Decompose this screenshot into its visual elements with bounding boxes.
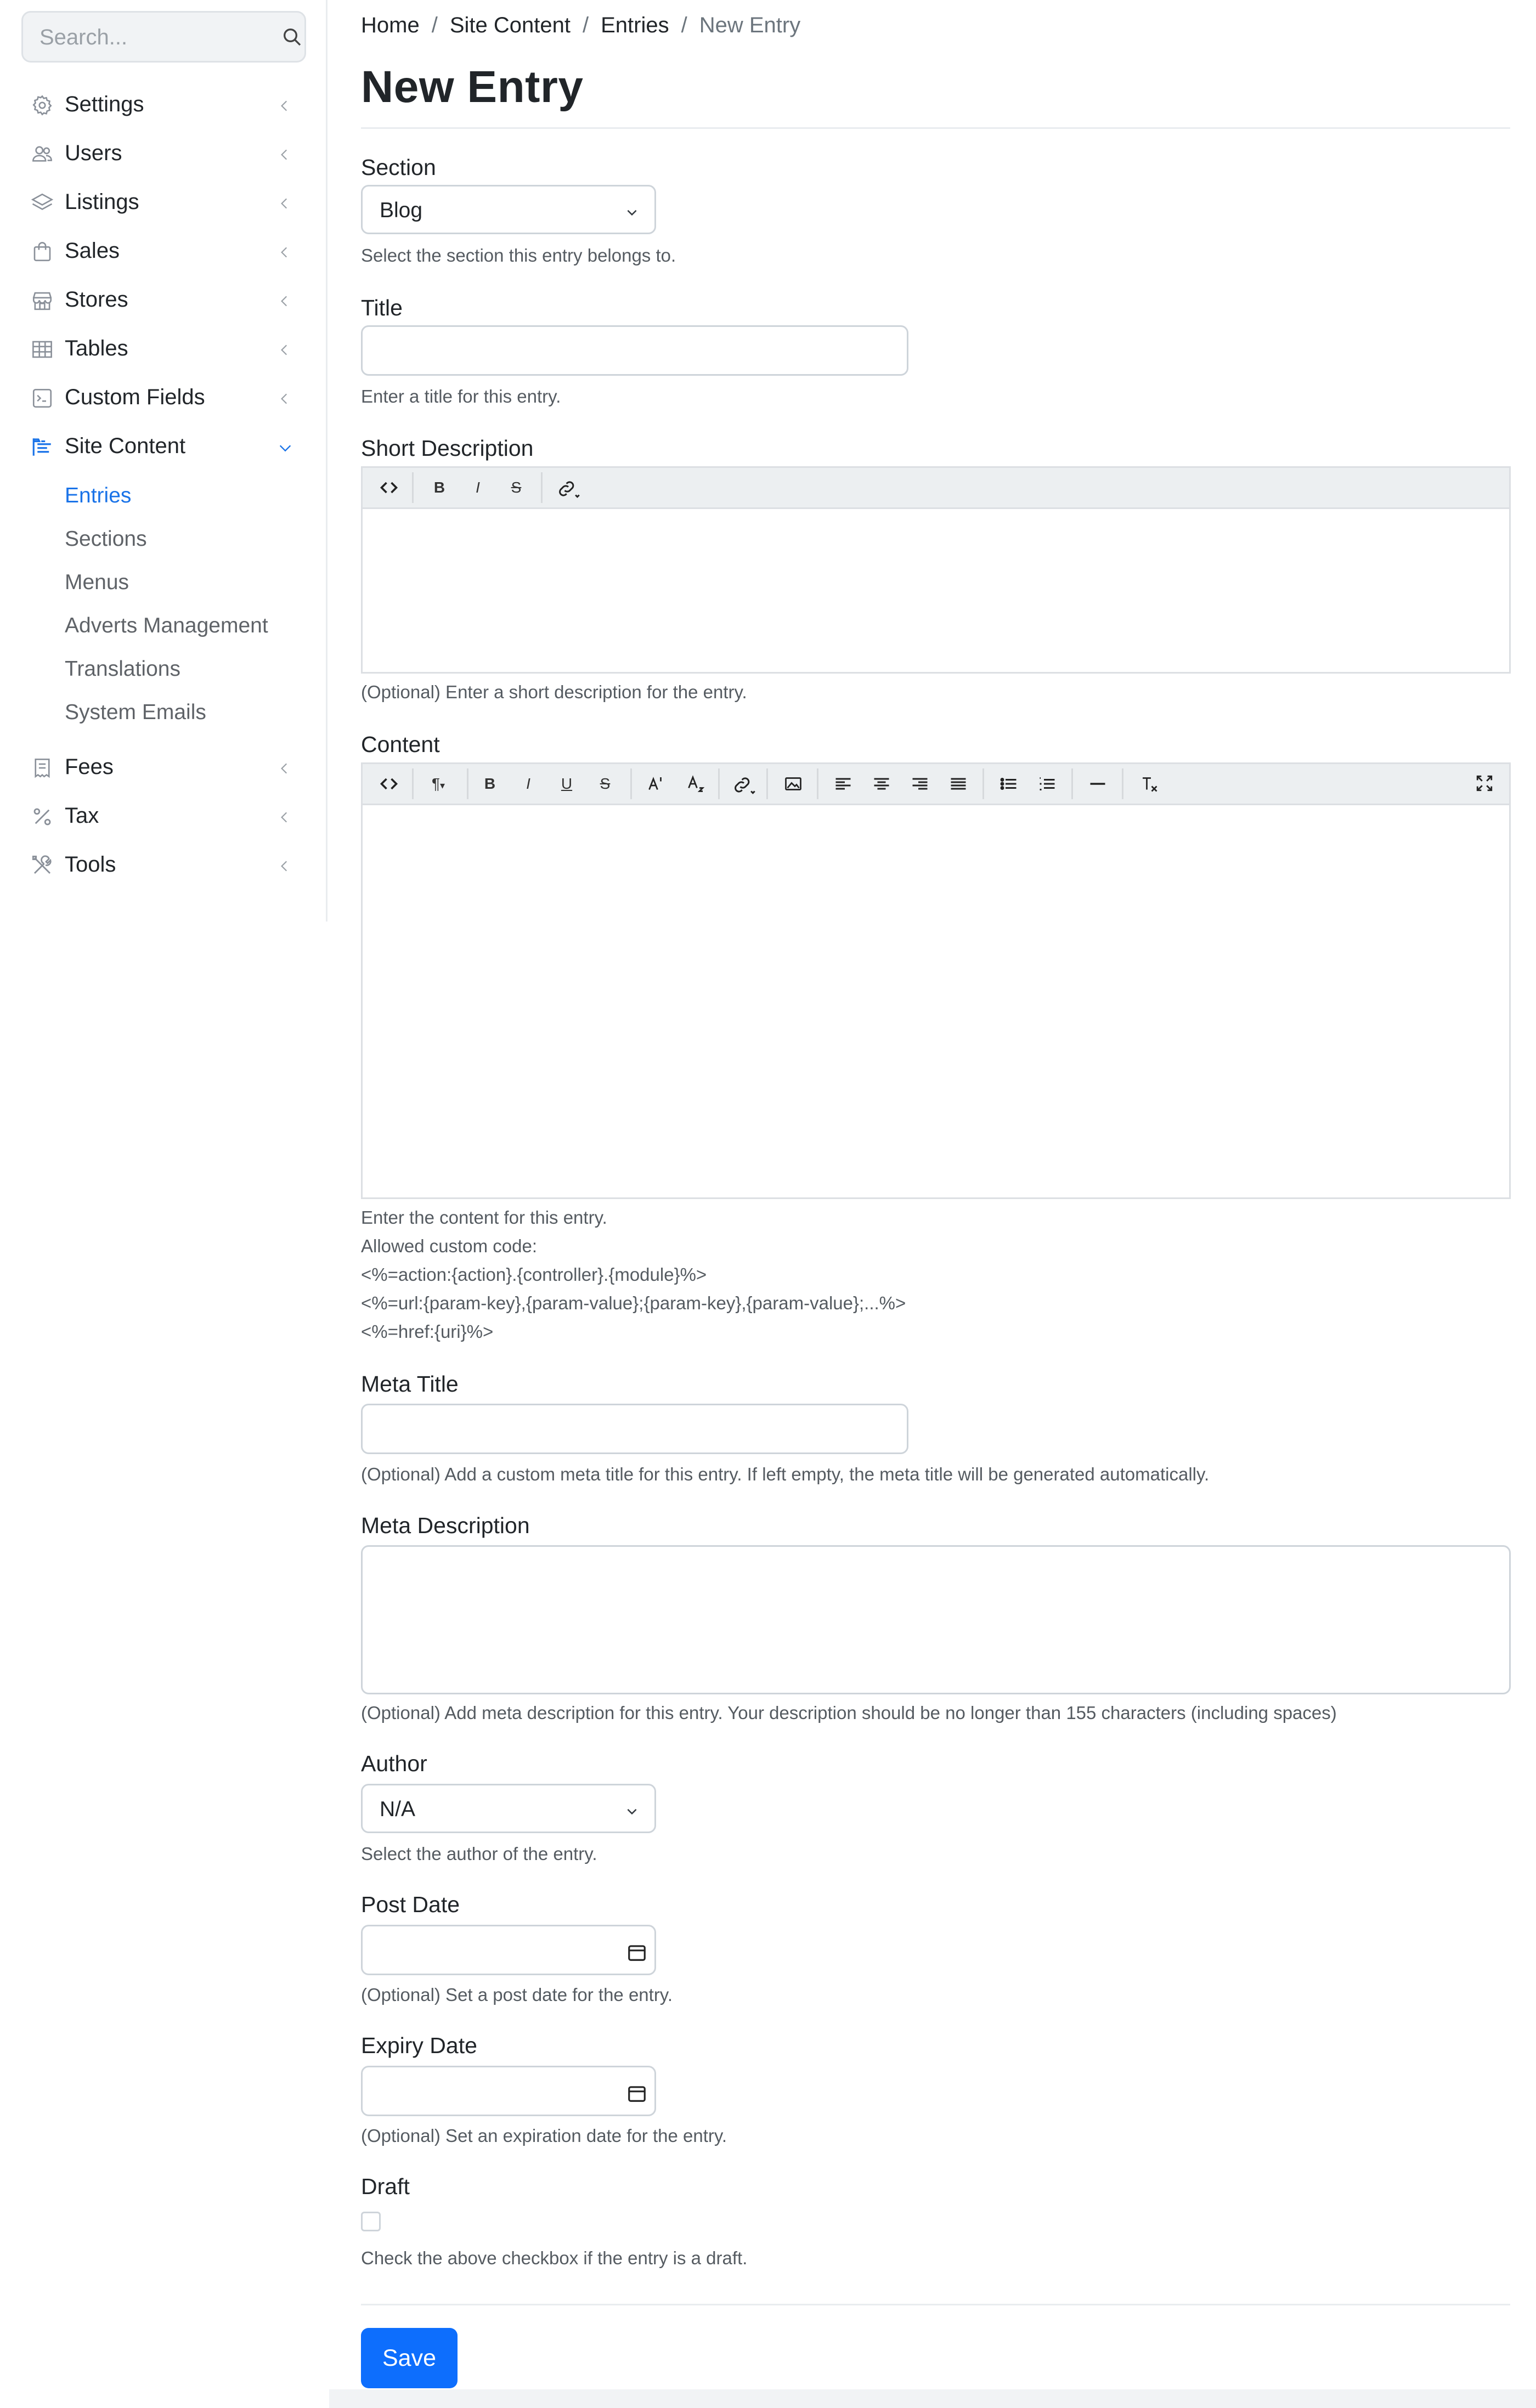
fullscreen-icon[interactable] xyxy=(1475,774,1494,793)
title-divider xyxy=(361,127,1510,129)
sidebar-subitem-menus[interactable]: Menus xyxy=(65,570,129,594)
terminal-icon xyxy=(31,387,54,410)
numbered-list-icon[interactable] xyxy=(1037,774,1057,794)
align-justify-icon[interactable] xyxy=(948,774,968,794)
bold-button[interactable]: B xyxy=(484,775,496,792)
chevron-left-icon xyxy=(278,810,292,824)
sidebar-item-label: Stores xyxy=(65,287,128,312)
content-help-code: <%=href:{uri}%> xyxy=(361,1321,494,1342)
tools-icon xyxy=(31,854,54,877)
author-label: Author xyxy=(361,1751,427,1776)
draft-label: Draft xyxy=(361,2174,410,2199)
sidebar-item-label: Site Content xyxy=(65,434,186,458)
chevron-left-icon xyxy=(278,99,292,113)
chevron-left-icon xyxy=(278,343,292,357)
align-right-icon[interactable] xyxy=(910,774,930,794)
sidebar-subitem-sections[interactable]: Sections xyxy=(65,527,147,551)
underline-button[interactable]: U xyxy=(561,775,573,792)
sidebar-subitem-system-emails[interactable]: System Emails xyxy=(65,700,206,724)
users-icon xyxy=(31,143,54,166)
save-button[interactable]: Save xyxy=(361,2328,458,2388)
subscript-icon[interactable] xyxy=(685,774,707,794)
chevron-left-icon xyxy=(278,196,292,211)
horizontal-rule-icon[interactable] xyxy=(1088,774,1108,794)
sidebar-item-label: Users xyxy=(65,141,122,165)
breadcrumb-home[interactable]: Home xyxy=(361,13,420,37)
toolbar-separator xyxy=(1122,768,1123,799)
page-footer xyxy=(329,2389,1536,2408)
search-box xyxy=(21,11,306,63)
breadcrumb-entries[interactable]: Entries xyxy=(601,13,669,37)
breadcrumb-separator: / xyxy=(431,13,438,37)
calendar-icon[interactable] xyxy=(626,1942,648,1963)
post-date-input[interactable] xyxy=(361,1925,656,1975)
short-description-toolbar xyxy=(363,468,1509,509)
author-select-value: N/A xyxy=(380,1797,416,1821)
clear-formatting-icon[interactable] xyxy=(1138,774,1160,794)
author-select[interactable] xyxy=(361,1784,656,1833)
content-toolbar xyxy=(363,764,1509,805)
meta-description-label: Meta Description xyxy=(361,1513,530,1538)
sidebar-item-label: Settings xyxy=(65,92,144,116)
sidebar-item-label: Fees xyxy=(65,755,114,779)
post-date-label: Post Date xyxy=(361,1892,460,1917)
chevron-down-icon xyxy=(625,1804,639,1818)
toolbar-separator xyxy=(982,768,984,799)
section-select-value: Blog xyxy=(380,199,423,222)
chevron-left-icon xyxy=(278,761,292,776)
expiry-date-help: (Optional) Set an expiration date for the entry. xyxy=(361,2126,727,2146)
title-help: Enter a title for this entry. xyxy=(361,386,561,406)
chevron-down-icon xyxy=(625,205,639,219)
expiry-date-input[interactable] xyxy=(361,2066,656,2116)
sidebar-item-label: Tables xyxy=(65,336,128,360)
meta-description-textarea[interactable] xyxy=(361,1545,1511,1694)
table-icon xyxy=(31,338,54,361)
section-help: Select the section this entry belongs to. xyxy=(361,245,676,265)
sidebar-item-tax[interactable] xyxy=(31,798,305,836)
chevron-left-icon xyxy=(278,294,292,308)
sidebar-item-listings[interactable] xyxy=(31,184,305,223)
short-description-help: (Optional) Enter a short description for the entry. xyxy=(361,682,747,702)
layers-icon xyxy=(31,191,54,214)
bulleted-list-icon[interactable] xyxy=(999,774,1019,794)
paragraph-format-button[interactable] xyxy=(428,773,448,795)
section-select[interactable] xyxy=(361,185,656,234)
percent-icon xyxy=(31,805,54,828)
chevron-left-icon xyxy=(278,392,292,406)
sidebar-item-sales[interactable] xyxy=(31,233,305,272)
sidebar-subitem-adverts-management[interactable]: Adverts Management xyxy=(65,614,268,637)
chevron-left-icon xyxy=(278,148,292,162)
toolbar-separator xyxy=(817,768,818,799)
gear-icon xyxy=(31,94,54,117)
sidebar-item-site-content[interactable] xyxy=(31,428,305,467)
sidebar-item-fees[interactable] xyxy=(31,749,305,788)
breadcrumb-current: New Entry xyxy=(699,13,801,37)
breadcrumb xyxy=(361,13,800,38)
title-label: Title xyxy=(361,295,403,320)
form-footer-divider xyxy=(361,2304,1510,2305)
page-title: New Entry xyxy=(361,62,584,112)
breadcrumb-separator: / xyxy=(681,13,687,37)
dropdown-caret-icon: ▾ xyxy=(440,780,445,791)
site-content-icon xyxy=(31,436,54,459)
breadcrumb-site-content[interactable]: Site Content xyxy=(449,13,571,37)
content-help-code: <%=action:{action}.{controller}.{module}%> xyxy=(361,1264,707,1285)
meta-title-input[interactable] xyxy=(361,1404,908,1454)
italic-button[interactable]: I xyxy=(526,775,530,792)
chevron-left-icon xyxy=(278,245,292,259)
draft-help: Check the above checkbox if the entry is a draft. xyxy=(361,2248,748,2268)
toolbar-separator xyxy=(412,472,414,503)
content-help-line: Enter the content for this entry. xyxy=(361,1207,607,1228)
sidebar-subitem-entries[interactable]: Entries xyxy=(65,484,132,507)
link-icon[interactable] xyxy=(731,774,756,796)
sidebar-item-label: Listings xyxy=(65,190,139,214)
title-input[interactable] xyxy=(361,325,908,376)
toolbar-separator xyxy=(1071,768,1073,799)
search-input[interactable] xyxy=(38,13,271,62)
align-left-icon[interactable] xyxy=(833,774,853,794)
toolbar-separator xyxy=(541,472,543,503)
content-help-line: Allowed custom code: xyxy=(361,1236,537,1256)
breadcrumb-separator: / xyxy=(582,13,589,37)
image-icon[interactable] xyxy=(783,774,804,794)
sidebar-item-label: Tax xyxy=(65,804,99,828)
meta-description-help: (Optional) Add meta description for this entry. Your description should be no longer than 155 characters (including spaces) xyxy=(361,1703,1337,1723)
sidebar-item-users[interactable] xyxy=(31,135,305,174)
superscript-icon[interactable] xyxy=(646,774,668,794)
sidebar-item-custom-fields[interactable] xyxy=(31,380,305,418)
sidebar-item-tools[interactable] xyxy=(31,847,305,885)
content-editor xyxy=(361,762,1511,1199)
toolbar-separator xyxy=(766,768,768,799)
meta-title-help: (Optional) Add a custom meta title for this entry. If left empty, the meta title will be generated automatically. xyxy=(361,1464,1210,1484)
code-view-icon[interactable] xyxy=(379,774,399,794)
chevron-left-icon xyxy=(278,859,292,873)
sidebar-item-label: Tools xyxy=(65,852,116,877)
paragraph-icon: ¶ xyxy=(431,775,440,792)
toolbar-separator xyxy=(467,768,468,799)
author-help: Select the author of the entry. xyxy=(361,1844,597,1864)
search-icon[interactable] xyxy=(281,26,303,48)
post-date-help: (Optional) Set a post date for the entry. xyxy=(361,1985,673,2005)
section-label: Section xyxy=(361,155,436,180)
store-icon xyxy=(31,289,54,312)
strikethrough-button[interactable]: S xyxy=(600,775,611,792)
strikethrough-button[interactable]: S xyxy=(511,479,522,496)
shopping-bag-icon xyxy=(31,240,54,263)
sidebar-subitem-translations[interactable]: Translations xyxy=(65,657,180,681)
align-center-icon[interactable] xyxy=(872,774,891,794)
code-view-icon[interactable] xyxy=(379,478,399,498)
toolbar-separator xyxy=(630,768,632,799)
content-help-code: <%=url:{param-key},{param-value};{param-key},{param-value};...%> xyxy=(361,1293,906,1313)
link-icon[interactable] xyxy=(556,478,581,500)
sidebar-item-settings[interactable] xyxy=(31,87,305,125)
toolbar-separator xyxy=(412,768,414,799)
sidebar xyxy=(0,0,327,922)
content-label: Content xyxy=(361,732,440,757)
chevron-down-icon xyxy=(278,440,293,456)
short-description-label: Short Description xyxy=(361,436,534,461)
sidebar-item-stores[interactable] xyxy=(31,282,305,320)
calendar-icon[interactable] xyxy=(626,2083,648,2104)
toolbar-separator xyxy=(718,768,720,799)
italic-button[interactable]: I xyxy=(476,479,480,496)
sidebar-item-tables[interactable] xyxy=(31,331,305,369)
short-description-editor xyxy=(361,466,1511,674)
draft-checkbox[interactable] xyxy=(361,2212,381,2231)
meta-title-label: Meta Title xyxy=(361,1371,459,1397)
bold-button[interactable]: B xyxy=(433,479,445,496)
expiry-date-label: Expiry Date xyxy=(361,2033,477,2058)
sidebar-item-label: Custom Fields xyxy=(65,385,205,409)
sidebar-item-label: Sales xyxy=(65,239,120,263)
receipt-icon xyxy=(31,756,54,779)
